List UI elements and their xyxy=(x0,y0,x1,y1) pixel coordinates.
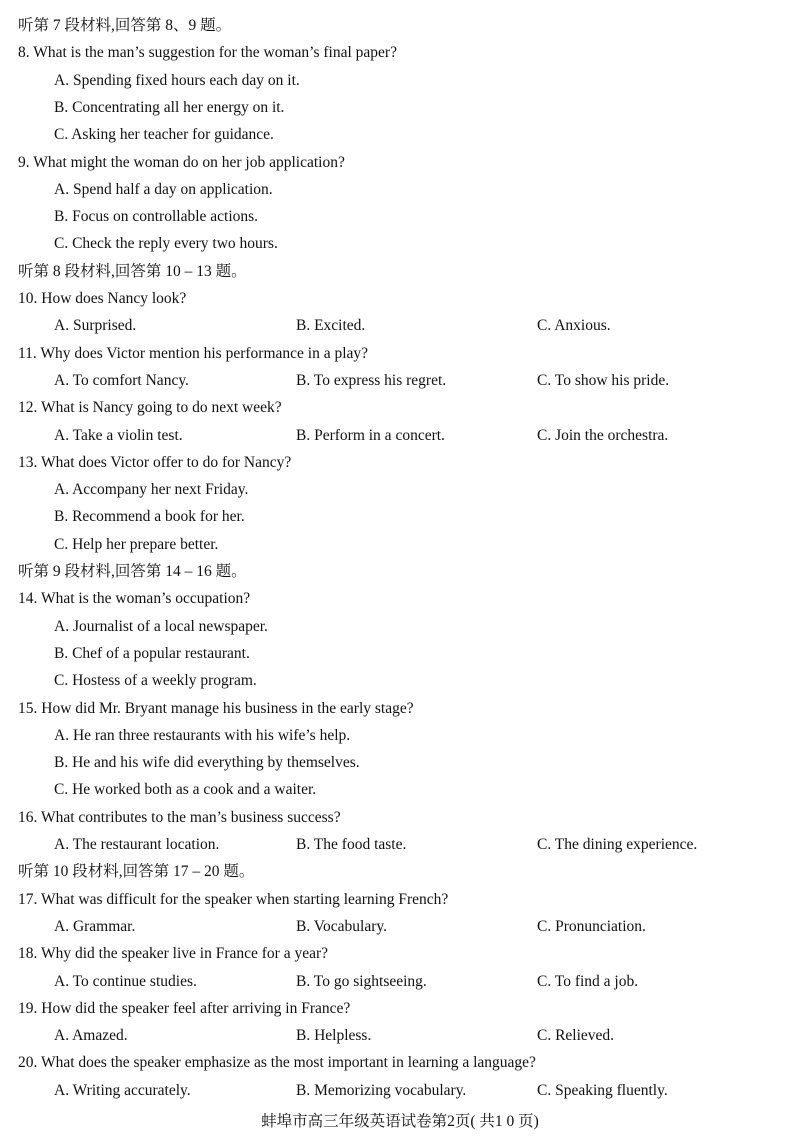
question-stem: 16. What contributes to the man’s business success? xyxy=(18,808,341,826)
answer-option: B. Excited. xyxy=(296,317,366,335)
answer-option: A. Writing accurately. xyxy=(54,1081,191,1099)
answer-option: A. The restaurant location. xyxy=(54,836,220,853)
question-stem: 19. How did the speaker feel after arriving in France? xyxy=(18,999,351,1017)
question-stem: 15. How did Mr. Bryant manage his business in the early stage? xyxy=(18,699,414,717)
section-heading: 听第 10 段材料,回答第 17 – 20 题。 xyxy=(18,863,255,881)
section-heading: 听第 7 段材料,回答第 8、9 题。 xyxy=(18,17,232,34)
answer-option: A. He ran three restaurants with his wife’s help. xyxy=(54,726,351,744)
answer-option: A. Spend half a day on application. xyxy=(54,180,273,198)
question-stem: 14. What is the woman’s occupation? xyxy=(18,590,251,608)
answer-option: C. Check the reply every two hours. xyxy=(54,235,278,253)
answer-option: A. Spending fixed hours each day on it. xyxy=(54,71,300,89)
answer-option: C. Pronunciation. xyxy=(537,917,646,935)
question-stem: 17. What was difficult for the speaker when starting learning French? xyxy=(18,890,449,908)
answer-option: A. To comfort Nancy. xyxy=(54,371,189,389)
answer-option: C. The dining experience. xyxy=(537,836,698,853)
answer-option: B. Memorizing vocabulary. xyxy=(296,1081,467,1099)
question-stem: 12. What is Nancy going to do next week? xyxy=(18,399,282,417)
answer-option: C. Hostess of a weekly program. xyxy=(54,672,257,690)
answer-option: C. Help her prepare better. xyxy=(54,535,219,553)
question-stem: 13. What does Victor offer to do for Nancy? xyxy=(18,453,292,471)
answer-option: A. To continue studies. xyxy=(54,972,197,990)
answer-option: B. The food taste. xyxy=(296,836,407,853)
answer-option: B. To go sightseeing. xyxy=(296,972,427,990)
section-heading: 听第 9 段材料,回答第 14 – 16 题。 xyxy=(18,563,247,580)
answer-option: C. To find a job. xyxy=(537,972,639,990)
page-footer: 蚌埠市高三年级英语试卷第2页( 共1 0 页) xyxy=(261,1113,539,1130)
section-heading: 听第 8 段材料,回答第 10 – 13 题。 xyxy=(18,262,247,280)
answer-option: B. He and his wife did everything by themselves. xyxy=(54,754,360,772)
answer-option: B. Concentrating all her energy on it. xyxy=(54,98,285,116)
answer-option: C. Speaking fluently. xyxy=(537,1081,668,1099)
answer-option: A. Grammar. xyxy=(54,917,136,935)
answer-option: B. To express his regret. xyxy=(296,371,447,389)
answer-option: B. Chef of a popular restaurant. xyxy=(54,644,250,662)
answer-option: B. Perform in a concert. xyxy=(296,426,445,444)
answer-option: B. Recommend a book for her. xyxy=(54,508,245,526)
answer-option: C. Asking her teacher for guidance. xyxy=(54,126,274,144)
answer-option: C. Join the orchestra. xyxy=(537,426,669,444)
answer-option: A. Accompany her next Friday. xyxy=(54,481,249,499)
answer-option: C. Relieved. xyxy=(537,1027,615,1045)
question-stem: 20. What does the speaker emphasize as the most important in learning a language? xyxy=(18,1054,536,1072)
answer-option: B. Helpless. xyxy=(296,1027,372,1045)
question-stem: 10. How does Nancy look? xyxy=(18,290,187,307)
question-stem: 9. What might the woman do on her job application? xyxy=(18,153,345,171)
answer-option: C. Anxious. xyxy=(537,317,611,335)
answer-option: A. Surprised. xyxy=(54,317,137,335)
answer-option: B. Focus on controllable actions. xyxy=(54,208,259,226)
answer-option: B. Vocabulary. xyxy=(296,917,387,935)
answer-option: A. Amazed. xyxy=(54,1027,128,1045)
question-stem: 11. Why does Victor mention his performance in a play? xyxy=(18,344,369,362)
question-stem: 18. Why did the speaker live in France for a year? xyxy=(18,945,329,963)
answer-option: A. Take a violin test. xyxy=(54,426,183,444)
question-stem: 8. What is the man’s suggestion for the woman’s final paper? xyxy=(18,44,397,62)
answer-option: C. He worked both as a cook and a waiter. xyxy=(54,781,317,799)
answer-option: C. To show his pride. xyxy=(537,371,670,389)
answer-option: A. Journalist of a local newspaper. xyxy=(54,617,268,635)
